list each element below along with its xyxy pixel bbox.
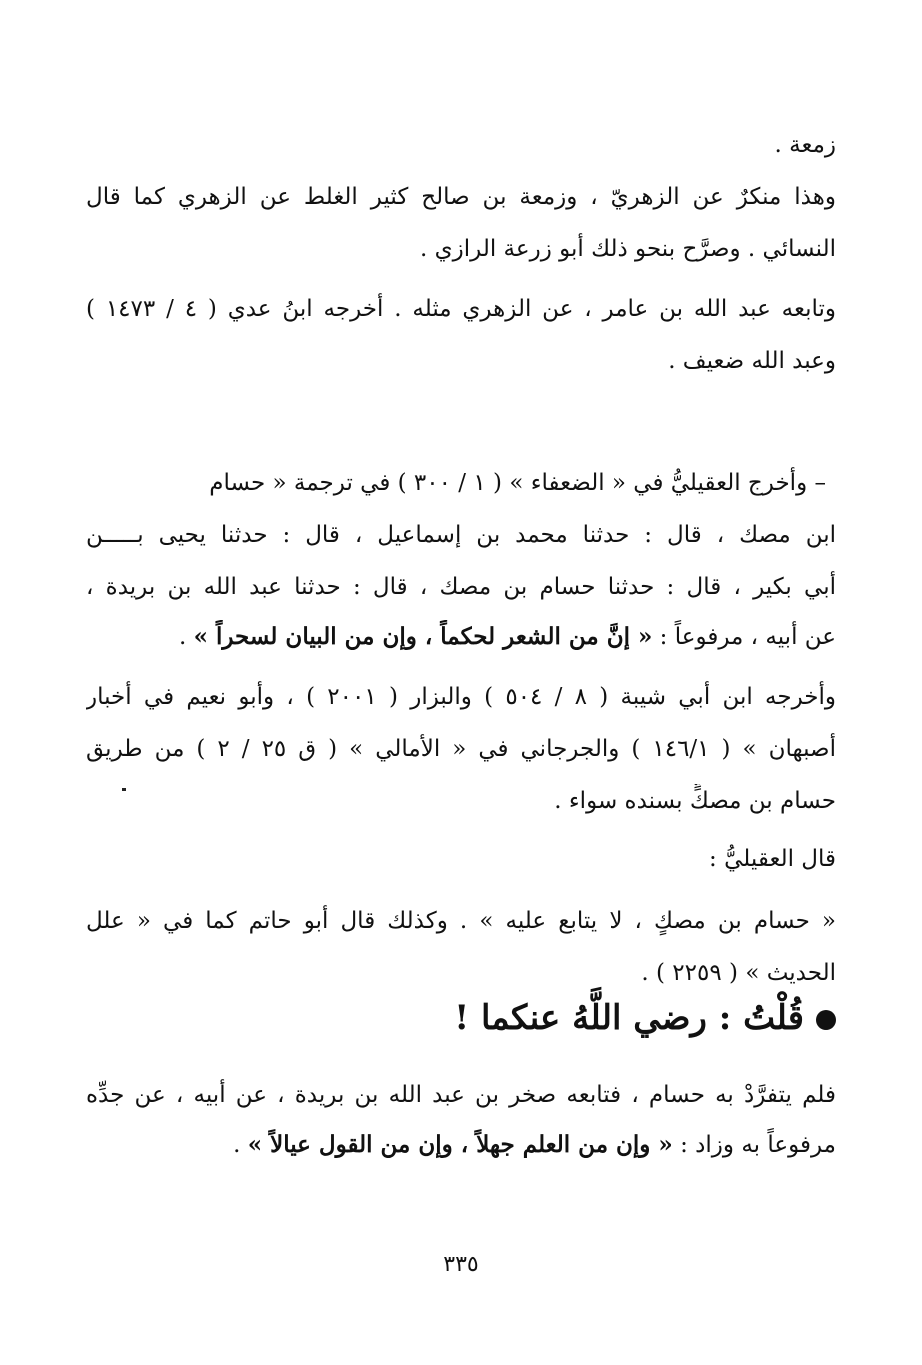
text-line-9	[86, 620, 836, 658]
line-text: زمعة .	[774, 132, 836, 158]
page-number: ٣٣٥	[443, 1252, 479, 1277]
text-line-8	[86, 570, 836, 608]
line-text: « حسام بن مصكٍ ، لا يتابع عليه » . وكذلك قال أبو حاتم كما في « علل	[86, 908, 836, 934]
line-text: وتابعه عبد الله بن عامر ، عن الزهري مثله . أخرجه ابنُ عدي ( ٤ / ١٤٧٣ )	[86, 296, 836, 322]
scan-speck	[122, 788, 126, 791]
line-text: .	[233, 1132, 248, 1158]
heading-text: قُلْتُ : رضي اللَّهُ عنكما !	[454, 998, 804, 1038]
line-text: الحديث » ( ٢٢٥٩ ) .	[641, 960, 836, 986]
line-text: فلم يتفرَّدْ به حسام ، فتابعه صخر بن عبد الله بن بريدة ، عن أبيه ، عن جدِّه	[86, 1082, 836, 1108]
hadith-text: « إنَّ من الشعر لحكماً ، وإن من البيان لسحراً »	[193, 623, 653, 650]
text-line-5	[86, 344, 836, 382]
text-line-10	[86, 680, 836, 718]
line-text: عن أبيه ، مرفوعاً :	[652, 624, 836, 650]
text-line-3	[86, 232, 836, 270]
hadith-entry-first-line	[86, 462, 836, 506]
text-line-16	[86, 1078, 836, 1116]
section-heading	[86, 996, 836, 1044]
text-line-7	[86, 518, 836, 556]
text-line-2	[86, 180, 836, 218]
line-text: وعبد الله ضعيف .	[668, 348, 836, 374]
line-text: – وأخرج العقيليُّ في « الضعفاء » ( ١ / ٣٠٠ ) في ترجمة « حسام	[209, 470, 826, 496]
line-text: حسام بن مصكٍّ بسنده سواء .	[554, 788, 836, 814]
text-line-12	[86, 784, 836, 822]
line-text: وأخرجه ابن أبي شيبة ( ٨ / ٥٠٤ ) والبزار ( ٢٠٠١ ) ، وأبو نعيم في أخبار	[86, 684, 836, 710]
bullet-icon	[816, 1010, 836, 1030]
line-text: .	[178, 624, 194, 650]
line-text: أصبهان » ( ١٤٦/١ ) والجرجاني في « الأمالي » ( ق ٢٥ / ٢ ) من طريق	[86, 736, 836, 762]
line-text: ابن مصك ، قال : حدثنا محمد بن إسماعيل ، قال : حدثنا يحيى بـــــن	[86, 522, 836, 548]
text-line-4	[86, 292, 836, 330]
text-line-1	[86, 128, 836, 166]
text-line-11	[86, 732, 836, 770]
line-text: أبي بكير ، قال : حدثنا حسام بن مصك ، قال : حدثنا عبد الله بن بريدة ،	[86, 574, 836, 600]
text-line-13	[86, 842, 836, 880]
text-line-17	[86, 1128, 836, 1166]
hadith-text: « وإن من العلم جهلاً ، وإن من القول عيالاً »	[247, 1131, 673, 1158]
text-line-15	[86, 956, 836, 994]
line-text: قال العقيليُّ :	[709, 846, 836, 872]
line-text: النسائي . وصرَّح بنحو ذلك أبو زرعة الرازي .	[420, 236, 836, 262]
text-line-14	[86, 904, 836, 942]
line-text: مرفوعاً به وزاد :	[672, 1132, 836, 1158]
line-text: وهذا منكرٌ عن الزهريّ ، وزمعة بن صالح كثير الغلط عن الزهري كما قال	[86, 184, 836, 210]
